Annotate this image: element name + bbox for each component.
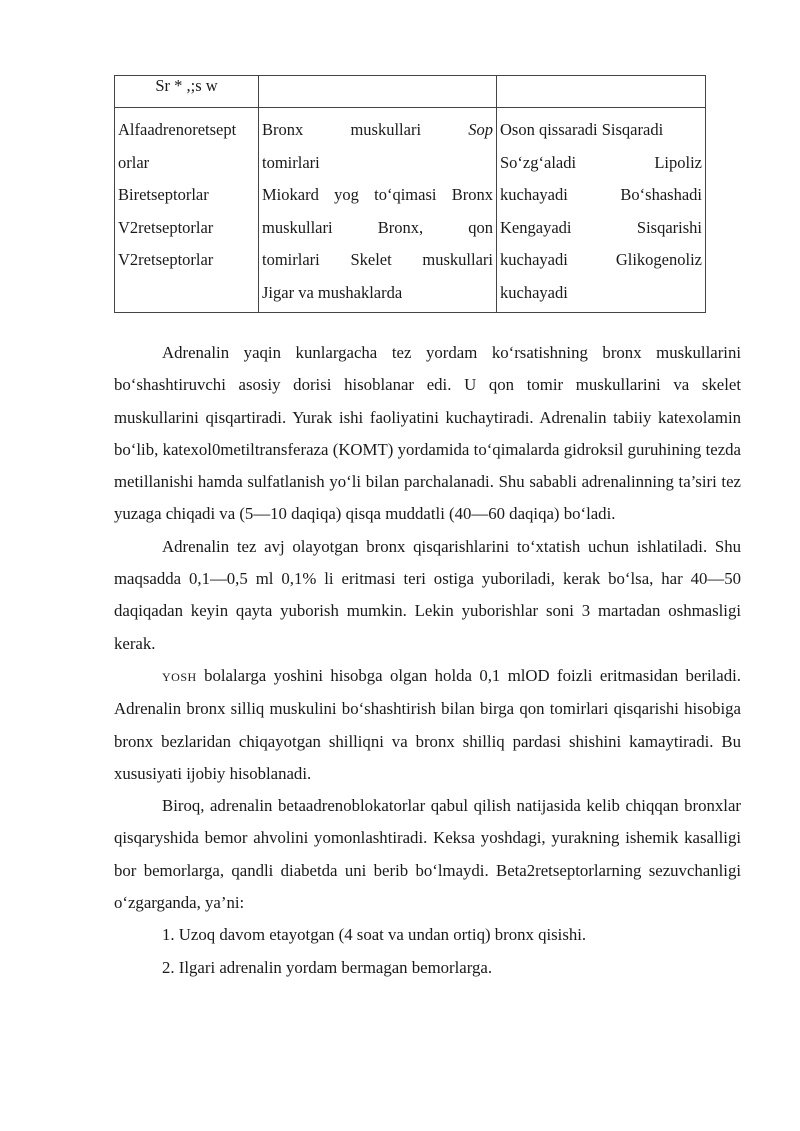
effect-line: kuchayadi Bo‘shashadi — [500, 185, 702, 204]
effect-line: Kengayadi Sisqarishi — [500, 217, 702, 237]
receptor-name: Alfaadrenoretsept — [118, 120, 237, 139]
table-header-cell — [259, 76, 497, 108]
table-row — [115, 108, 706, 313]
list-item: 1. Uzoq davom etayotgan (4 soat va undan ortiq) bronx qisishi. — [162, 925, 587, 945]
organ-line: muskullari Bronx, qon — [262, 217, 493, 237]
effect-line: kuchayadi — [500, 282, 568, 302]
organ-line — [262, 114, 493, 147]
organ-line: tomirlari — [262, 152, 320, 172]
body-text — [114, 337, 741, 984]
paragraph-lead: YOSH — [162, 669, 197, 684]
effect-cell — [497, 108, 706, 313]
organ-line: Miokard yog to‘qimasi Bronx — [262, 185, 493, 204]
organ-line: tomirlari Skelet muskullari — [262, 250, 493, 269]
organ-word: Sop — [468, 120, 493, 139]
organ-word: muskullari — [350, 120, 422, 139]
paragraph: Adrenalin tez avj olayotgan bronx qisqarishlarini to‘xtatish uchun ishlatiladi. Shu maqsadda 0,1—0,5 ml 0,1% li eritmasi teri ostiga yuboriladi, kerak bo‘lsa, har 40—50 daqiqadan keyin qayta yuborish mumkin. Lekin yuborishlar soni 3 martadan oshmasligi kerak. — [114, 536, 741, 653]
organ-line: Jigar va mushaklarda — [262, 282, 403, 302]
receptor-cell — [115, 108, 259, 313]
table-header-cell — [497, 76, 706, 108]
receptor-name: orlar — [118, 152, 150, 172]
list-item: 2. Ilgari adrenalin yordam bermagan bemorlarga. — [162, 957, 493, 977]
paragraph — [114, 660, 741, 790]
organ-cell — [259, 108, 497, 313]
table-header-cell: Sr * ,;s w — [115, 76, 259, 108]
paragraph: Biroq, adrenalin betaadrenoblokatorlar qabul qilish natijasida kelib chiqqan bronxlar qisqaryshida bemor ahvolini yomonlashtiradi. Keksa yoshdagi, yurakning ishemik kasalligi bor bemorlarga, qandli diabetda uni berib bo‘lmaydi. Beta2retseptorlarning sezuvchanligi o‘zgarganda, ya’ni: — [114, 796, 741, 913]
receptor-name: V2retseptorlar — [118, 217, 214, 237]
effect-line: kuchayadi Glikogenoliz — [500, 250, 702, 269]
effect-line: So‘zg‘aladi Lipoliz — [500, 152, 702, 172]
table-header-row — [115, 76, 706, 108]
receptor-name: Biretseptorlar — [118, 185, 209, 204]
organ-word: Bronx — [262, 120, 304, 139]
receptor-name: V2retseptorlar — [118, 250, 214, 269]
paragraph-rest: bolalarga yoshini hisobga olgan holda 0,1 mlOD foizli eritmasidan beriladi. Adrenalin bronx silliq muskulini bo‘shashtirish bilan birga qon tomirlari qisqarishi hisobiga bronx bezlaridan chiqayotgan shilliqni va bronx shilliq pardasi shishini kamaytiradi. Bu xususiyati ijobiy hisoblanadi. — [114, 665, 741, 783]
receptor-table — [114, 75, 706, 313]
paragraph: Adrenalin yaqin kunlargacha tez yordam ko‘rsatishning bronx muskullarini bo‘shashtiruvchi asosiy dorisi hisoblanar edi. U qon tomir muskullarini va skelet muskullarini qisqartiradi. Yurak ishi faoliyatini kuchaytiradi. Adrenalin tabiiy katexolamin bo‘lib, katexol0metiltransferaza (KOMT) yordamida to‘qimalarda gidroksil guruhining tezda metillanishi hamda sulfatlanish yo‘li bilan parchalanadi. Shu sababli adrenalinning ta’siri tez yuzaga chiqadi va (5—10 daqiqa) qisqa muddatli (40—60 daqiqa) bo‘ladi. — [114, 343, 741, 524]
effect-line: Oson qissaradi Sisqaradi — [500, 120, 664, 139]
